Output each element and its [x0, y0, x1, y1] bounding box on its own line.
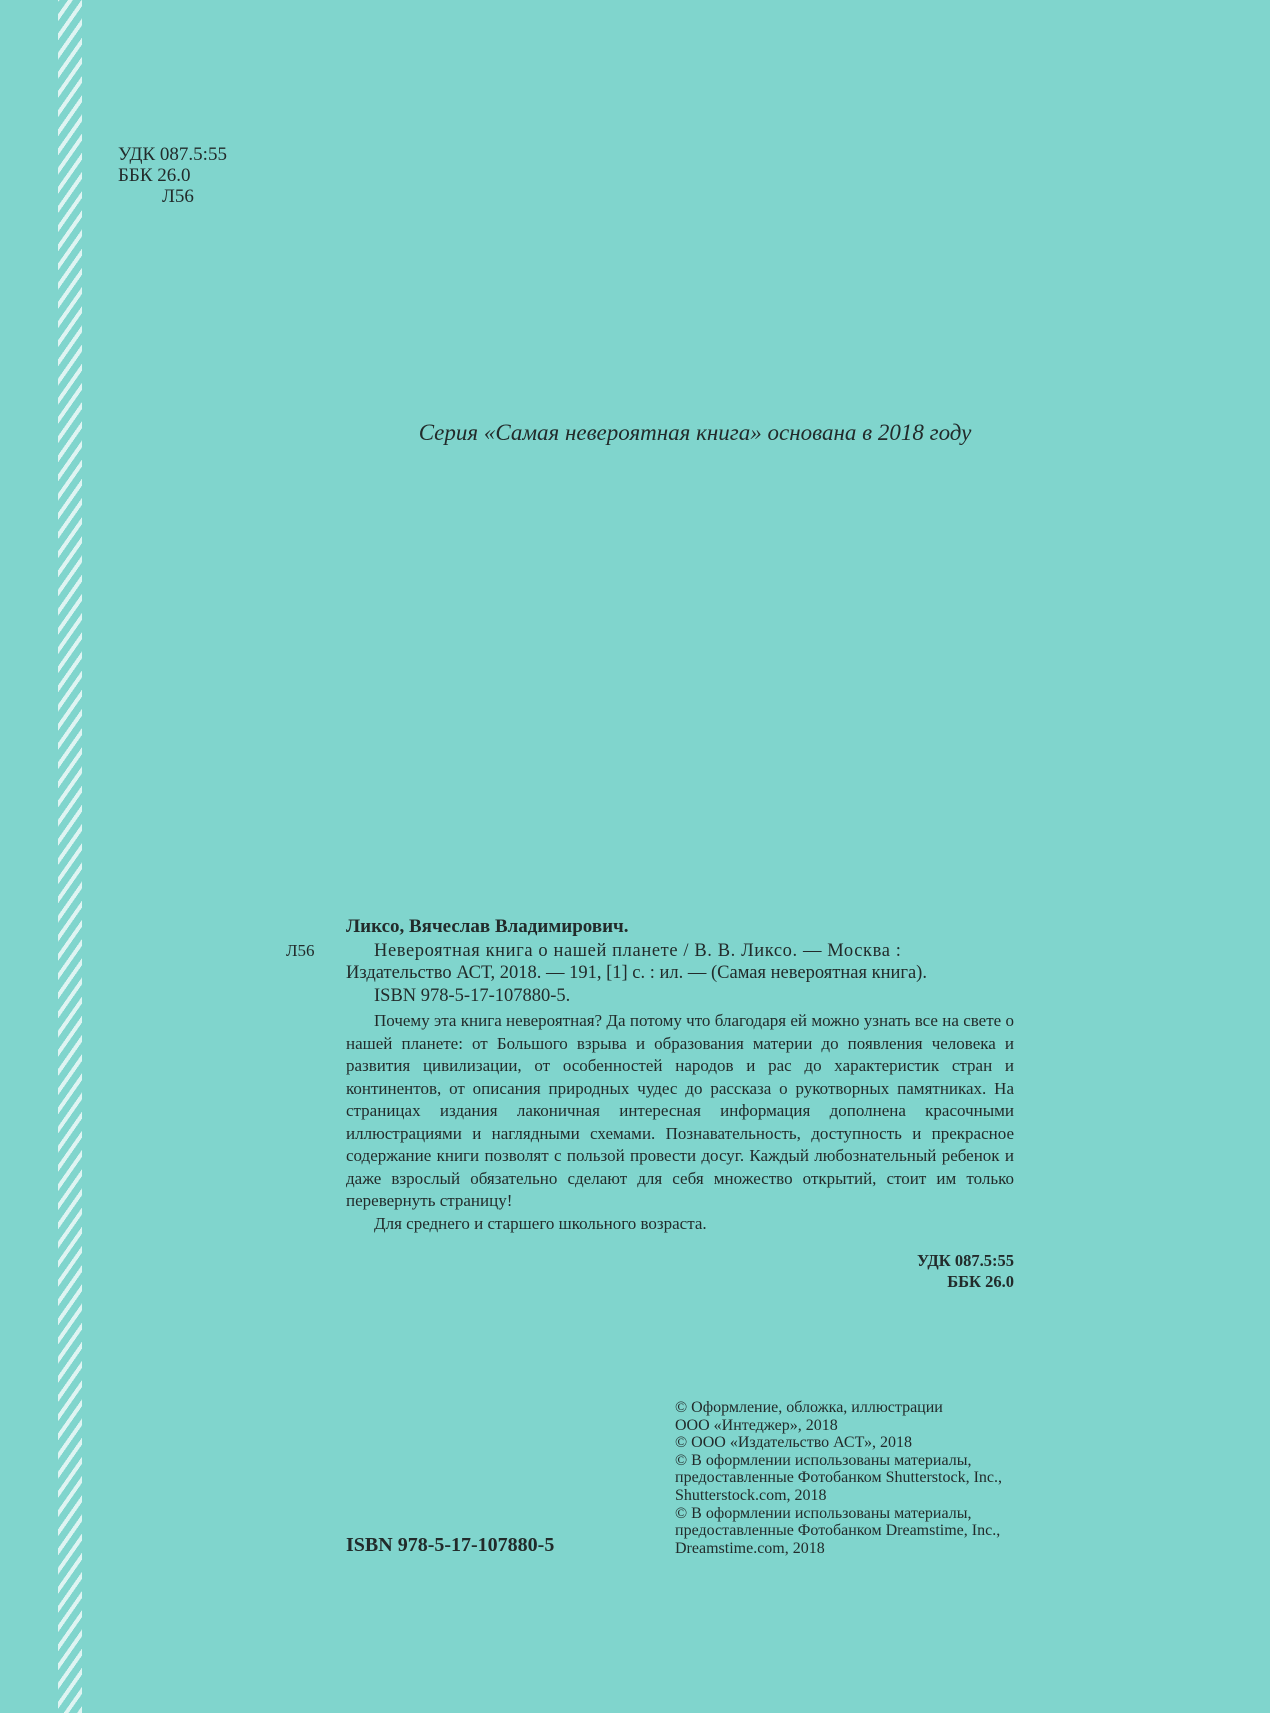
udk-code: УДК 087.5:55: [118, 144, 227, 165]
copyright-line: © ООО «Издательство АСТ», 2018: [675, 1434, 912, 1452]
copyright-line: Shutterstock.com, 2018: [675, 1486, 827, 1504]
udk-code-bold: УДК 087.5:55: [916, 1251, 1014, 1270]
catalog-author-mark: Л56: [286, 941, 315, 960]
copyright-line: © Оформление, обложка, иллюстрации: [675, 1399, 943, 1416]
catalog-author: Ликсо, Вячеслав Владимирович.: [346, 916, 629, 937]
catalog-isbn: ISBN 978-5-17-107880-5.: [374, 985, 571, 1006]
catalog-description: Почему эта книга невероятная? Да потому что благодаря ей можно узнать все на свете о нашей планете: от Большого взрыва и образования материи до появления человека и развития цивилизации, от особенностей народов и рас до характеристик стран и континентов, от описания природных чудес до рассказа о рукотворных памятниках. На страницах издания лаконичная интересная информация дополнена красочными иллюстрациями и наглядными схемами. Познавательность, доступность и прекрасное содержание книги позволят с пользой провести досуг. Каждый любознательный ребенок и даже взрослый обязательно сделают для себя множество открытий, стоит им только перевернуть страницу!: [346, 1011, 1014, 1210]
copyright-line: предоставленные Фотобанком Dreamstime, Inc.,: [675, 1522, 1001, 1540]
catalog-record: [286, 916, 1014, 1235]
classification-header: [118, 144, 227, 207]
copyright-line: © В оформлении использованы материалы,: [675, 1451, 972, 1469]
bbk-code: ББК 26.0: [118, 165, 191, 186]
series-note: Серия «Самая невероятная книга» основана в 2018 году: [418, 420, 972, 445]
copyright-line: ООО «Интеджер», 2018: [675, 1416, 838, 1434]
catalog-title-line-1: Невероятная книга о нашей планете / В. В. Ликсо. — Москва :: [374, 940, 902, 961]
copyright-line: Dreamstime.com, 2018: [675, 1539, 825, 1557]
catalog-title-line-2: Издательство АСТ, 2018. — 191, [1] с. : ил. — (Самая невероятная книга).: [346, 963, 927, 983]
bbk-code-bold: ББК 26.0: [947, 1272, 1014, 1291]
catalog-age-note: Для среднего и старшего школьного возраста.: [374, 1213, 707, 1233]
decorative-hatch-strip: [58, 0, 82, 1713]
copyright-line: предоставленные Фотобанком Shutterstock, Inc.,: [675, 1469, 1003, 1487]
copyright-block: [675, 1399, 1002, 1557]
author-mark: Л56: [162, 186, 194, 207]
isbn-bottom: ISBN 978-5-17-107880-5: [346, 1534, 555, 1556]
udk-bbk-block: [917, 1250, 1014, 1292]
copyright-line: © В оформлении использованы материалы,: [675, 1504, 972, 1522]
